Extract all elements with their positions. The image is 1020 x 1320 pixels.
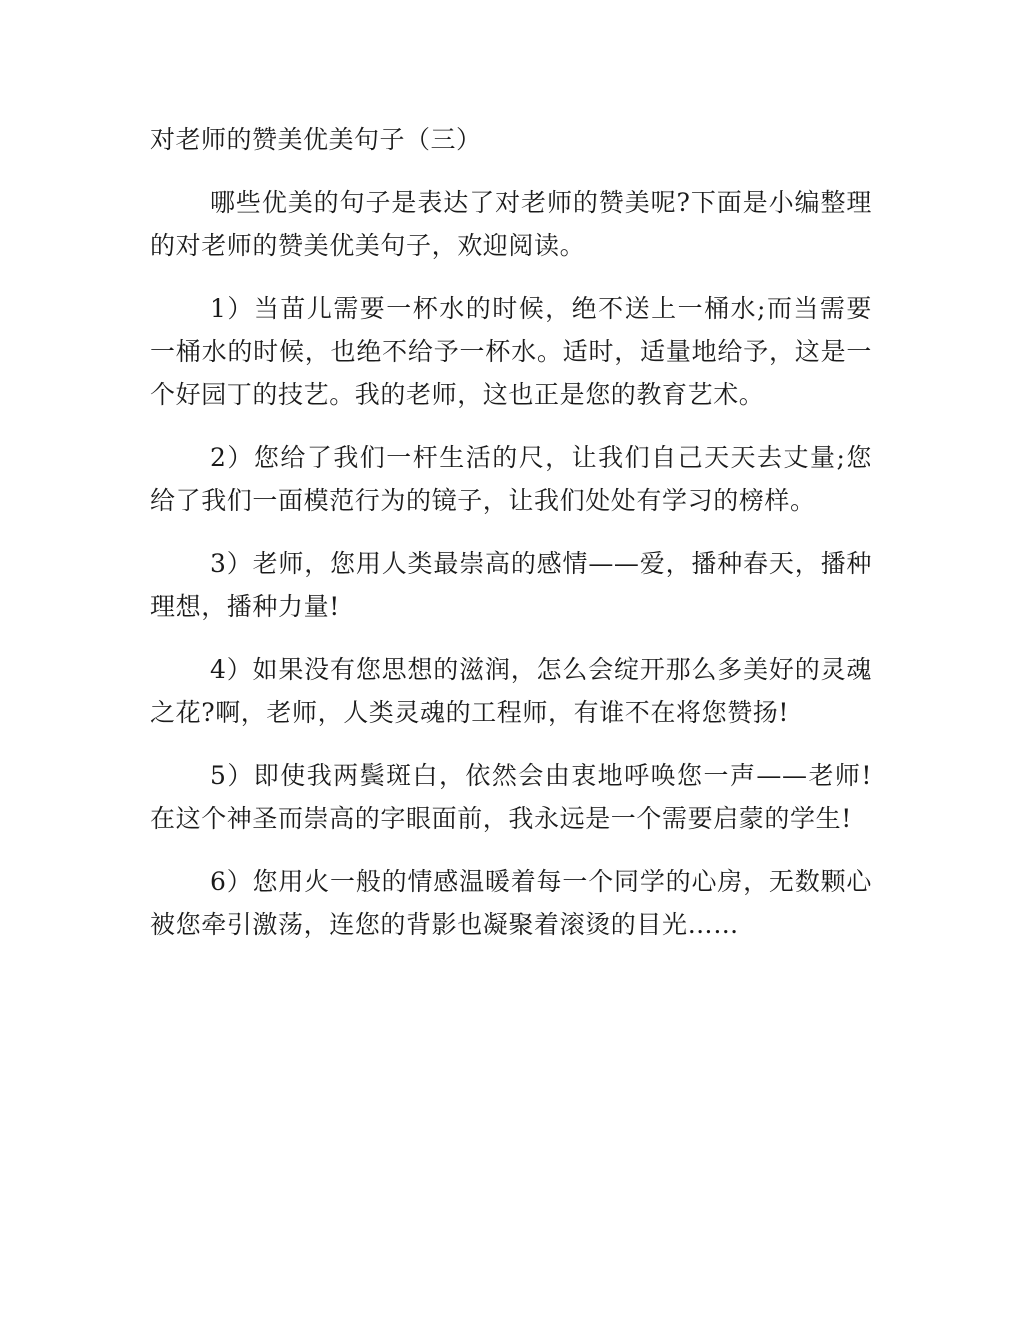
sentence-item-6: 6）您用火一般的情感温暖着每一个同学的心房，无数颗心被您牵引激荡，连您的背影也凝聚着滚烫的目光……	[150, 867, 872, 939]
sentence-item-3: 3）老师，您用人类最崇高的感情——爱，播种春天，播种理想，播种力量!	[150, 549, 872, 621]
sentence-item-4: 4）如果没有您思想的滋润，怎么会绽开那么多美好的灵魂之花?啊，老师，人类灵魂的工程师，有谁不在将您赞扬!	[150, 655, 872, 727]
document-title: 对老师的赞美优美句子（三）	[150, 125, 482, 154]
intro-paragraph: 哪些优美的句子是表达了对老师的赞美呢?下面是小编整理的对老师的赞美优美句子，欢迎阅读。	[150, 188, 872, 260]
sentence-item-2: 2）您给了我们一杆生活的尺，让我们自己天天去丈量;您给了我们一面模范行为的镜子，让我们处处有学习的榜样。	[150, 443, 872, 515]
document-page	[150, 118, 872, 966]
sentence-item-5: 5）即使我两鬓斑白，依然会由衷地呼唤您一声——老师!在这个神圣而崇高的字眼面前，我永远是一个需要启蒙的学生!	[150, 761, 872, 833]
sentence-item-1: 1）当苗儿需要一杯水的时候，绝不送上一桶水;而当需要一桶水的时候，也绝不给予一杯水。适时，适量地给予，这是一个好园丁的技艺。我的老师，这也正是您的教育艺术。	[150, 294, 872, 409]
